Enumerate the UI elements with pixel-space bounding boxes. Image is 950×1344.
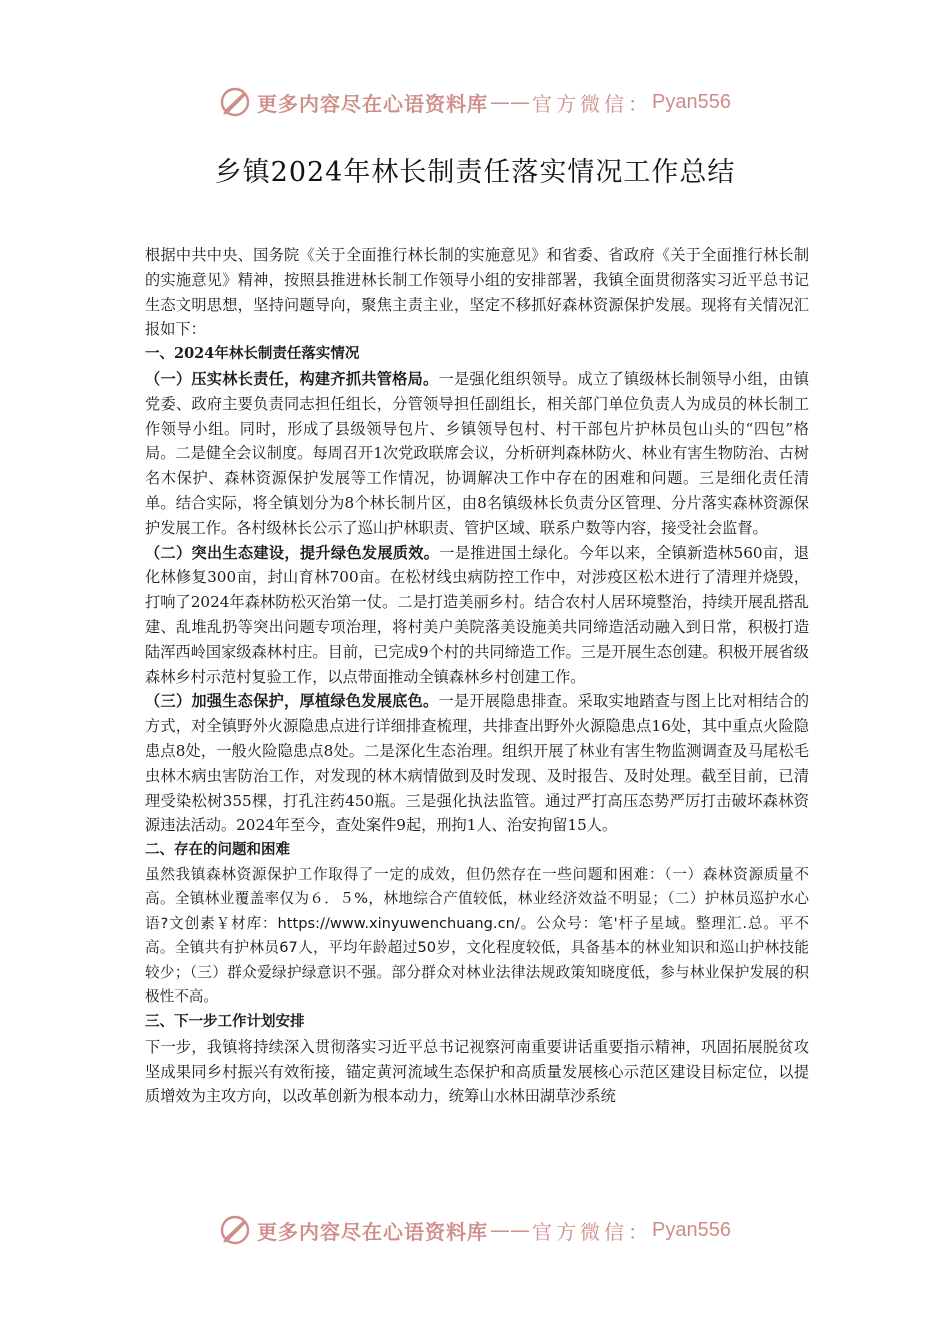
section1-item-1 [145, 367, 809, 541]
banner-wechat-id: Pyan556 [652, 1218, 731, 1241]
section2-heading: 二、存在的问题和困难 [145, 841, 290, 859]
footer-banner [0, 1208, 950, 1252]
section3-heading: 三、下一步工作计划安排 [145, 1012, 305, 1030]
banner-separator: —— [490, 90, 531, 114]
section1-item-3 [145, 689, 809, 838]
page-title: 乡镇2024年林长制责任落实情况工作总结 [214, 157, 736, 188]
header-banner [0, 80, 950, 124]
banner-wechat-label: 官方微信： [532, 1219, 653, 1244]
document-body [145, 243, 809, 1109]
banner-text: 更多内容尽在心语资料库 [257, 91, 489, 116]
section1-heading: 一、2024年林长制责任落实情况 [145, 345, 360, 363]
banner-wechat-label: 官方微信： [532, 91, 653, 116]
brush-logo-icon [219, 86, 251, 118]
section3-paragraph: 下一步，我镇将持续深入贯彻落实习近平总书记视察河南重要讲话重要指示精神，巩固拓展脱贫攻坚成果同乡村振兴有效衔接，锚定黄河流域生态保护和高质量发展核心示范区建设目标定位，以提质增效为主攻方向，以改革创新为根本动力，统筹山水林田湖草沙系统 [145, 1037, 809, 1106]
item-body: 一是推进国土绿化。今年以来，全镇新造林560亩，退化林修复300亩，封山育林700亩。在松材线虫病防控工作中，对涉疫区松木进行了清理并烧毁，打响了2024年森林防松灭治第一仗。二是打造美丽乡村。结合农村人居环境整治，持续开展乱搭乱建、乱堆乱扔等突出问题专项治理，将村美户美院落美设施美共同缔造活动融入到日常，积极打造陆浑西岭国家级森林村庄。目前，已完成9个村的共同缔造工作。三是开展生态创建。积极开展省级森林乡村示范村复验工作，以点带面推动全镇森林乡村创建工作。 [145, 543, 810, 686]
item-lead: （二）突出生态建设，提升绿色发展质效。 [145, 543, 440, 562]
section1-item-2 [145, 541, 809, 690]
item-body: 一是强化组织领导。成立了镇级林长制领导小组，由镇党委、政府主要负责同志担任组长，分管领导担任副组长，相关部门单位负责人为成员的林长制工作领导小组。同时，形成了县级领导包片、乡镇领导包村、村干部包片护林员包山头的“四包”格局。二是健全会议制度。每周召开1次党政联席会议，分析研判森林防火、林业有害生物防治、古树名木保护、森林资源保护发展等工作情况，协调解决工作中存在的困难和问题。三是细化责任清单。结合实际，将全镇划分为8个林长制片区，由8名镇级林长负责分区管理、分片落实森林资源保护发展工作。各村级林长公示了巡山护林职责、管护区域、联系户数等内容，接受社会监督。 [145, 369, 810, 537]
section2-paragraph: 虽然我镇森林资源保护工作取得了一定的成效，但仍然存在一些问题和困难：（一）森林资源质量不高。全镇林业覆盖率仅为６．５%，林地综合产值较低，林业经济效益不明显；（二）护林员巡护水心语?文创素￥材库：https://www.xinyuwenchuang.cn/。公众号：笔'杆子星域。整理汇.总。平不高。全镇共有护林员67人，平均年龄超过50岁，文化程度较低，具备基本的林业知识和巡山护林技能较少；（三）群众爱绿护绿意识不强。部分群众对林业法律法规政策知晓度低，参与林业保护发展的积极性不高。 [145, 865, 809, 1006]
banner-text: 更多内容尽在心语资料库 [257, 1219, 489, 1244]
banner-separator: —— [490, 1218, 531, 1242]
banner-wechat-id: Pyan556 [652, 90, 731, 113]
item-body: 一是开展隐患排查。采取实地踏查与图上比对相结合的方式，对全镇野外火源隐患点进行详细排查梳理，共排查出野外火源隐患点16处，其中重点火险隐患点8处，一般火险隐患点8处。二是深化生态治理。组织开展了林业有害生物监测调查及马尾松毛虫林木病虫害防治工作，对发现的林木病情做到及时发现、及时报告、及时处理。截至目前，已清理受染松树355棵，打孔注药450瓶。三是强化执法监管。通过严打高压态势严厉打击破坏森林资源违法活动。2024年至今，查处案件9起，刑拘1人、治安拘留15人。 [145, 692, 810, 835]
item-lead: （三）加强生态保护，厚植绿色发展底色。 [145, 692, 439, 711]
item-lead: （一）压实林长责任，构建齐抓共管格局。 [145, 369, 439, 388]
brush-logo-icon [219, 1214, 251, 1246]
intro-paragraph: 根据中共中央、国务院《关于全面推行林长制的实施意见》和省委、省政府《关于全面推行林长制的实施意见》精神，按照县推进林长制工作领导小组的安排部署，我镇全面贯彻落实习近平总书记生态文明思想，坚持问题导向，聚焦主责主业，坚定不移抓好森林资源保护发展。现将有关情况汇报如下： [145, 246, 809, 339]
